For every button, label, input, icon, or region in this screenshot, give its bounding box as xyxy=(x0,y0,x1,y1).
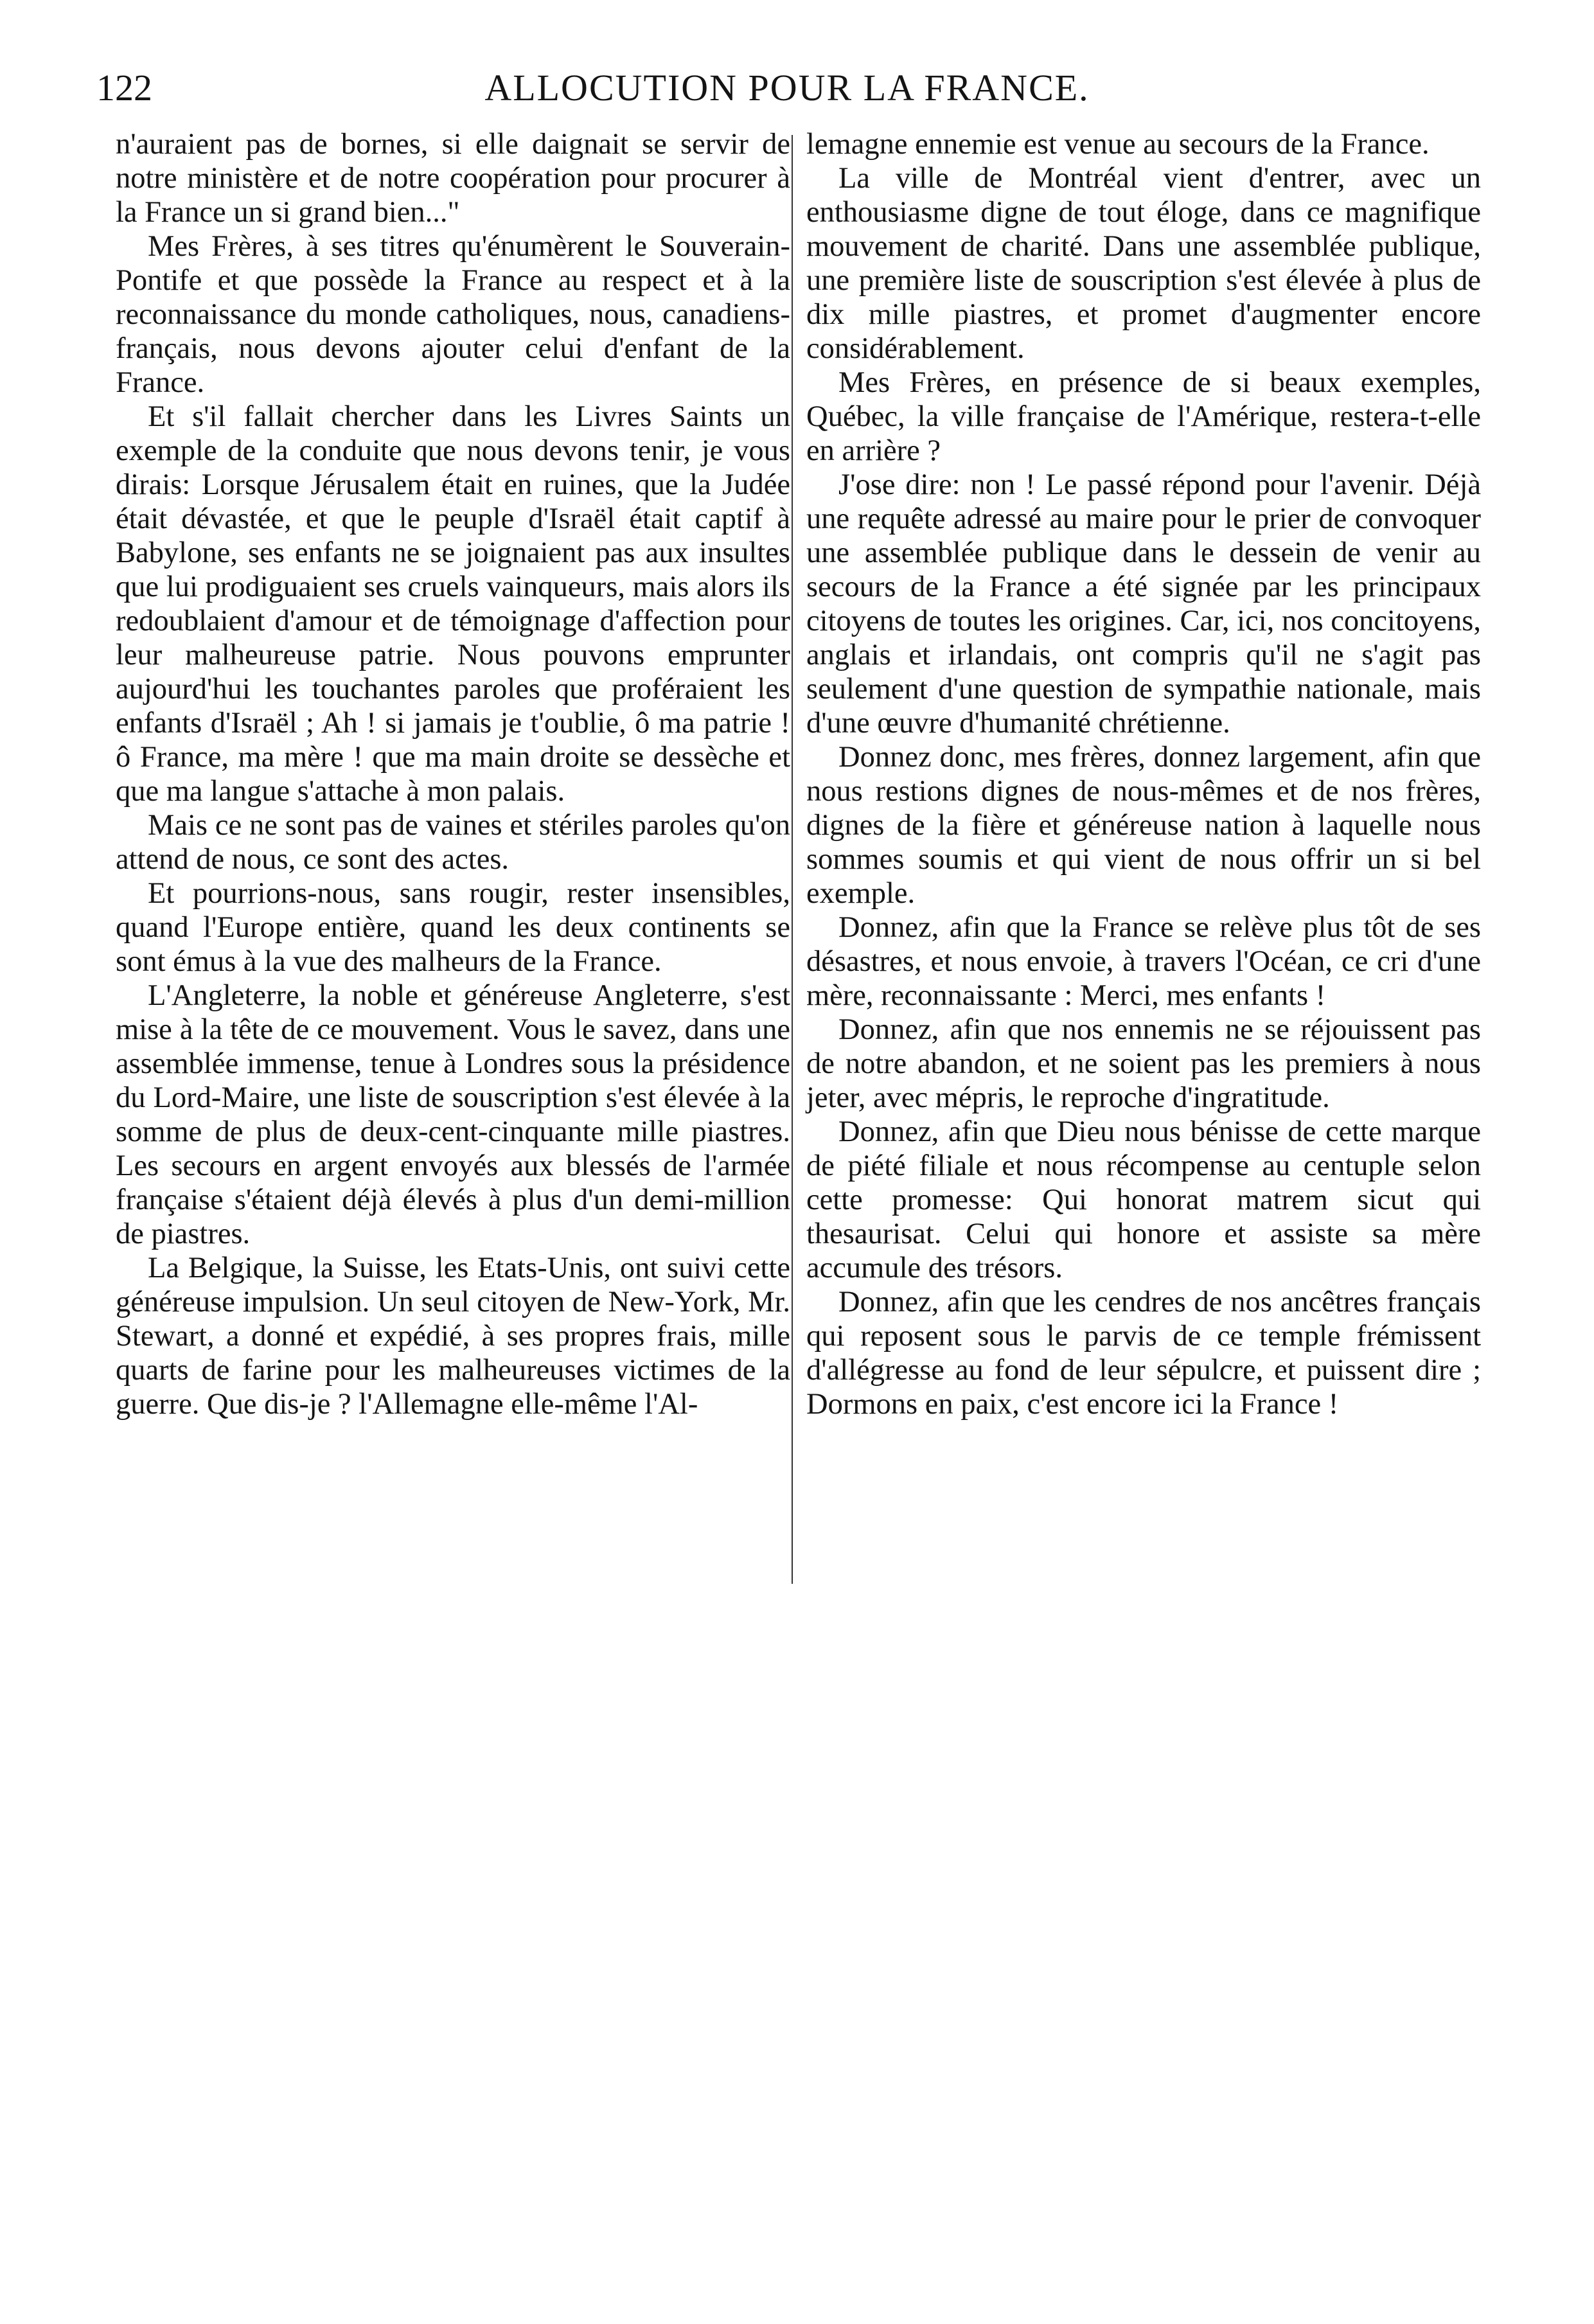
paragraph: Donnez, afin que nos ennemis ne se réjouissent pas de notre abandon, et ne soient pas les premiers à nous jeter, avec mépris, le reproche d'ingratitude. xyxy=(806,1013,1481,1114)
paragraph: J'ose dire: non ! Le passé répond pour l'avenir. Déjà une requête adressé au maire pour le prier de convoquer une assemblée publique dans le dessein de venir au secours de la France a été signée par les principaux citoyens de toutes les origines. Car, ici, nos concitoyens, anglais et irlandais, ont compris qu'il ne s'agit pas seulement d'une question de sympathie nationale, mais d'une œuvre d'humanité chrétienne. xyxy=(806,468,1481,740)
page-header xyxy=(96,59,1478,117)
paragraph: Donnez, afin que la France se relève plus tôt de ses désastres, et nous envoie, à travers l'Océan, ce cri d'une mère, reconnaissante : Merci, mes enfants ! xyxy=(806,911,1481,1012)
paragraph: Et pourrions-nous, sans rougir, rester insensibles, quand l'Europe entière, quand les deux continents se sont émus à la vue des malheurs de la France. xyxy=(116,877,790,978)
paragraph: Mes Frères, à ses titres qu'énumèrent le Souverain-Pontife et que possède la France au respect et à la reconnaissance du monde catholiques, nous, canadiens-français, nous devons ajouter celui d'enfant de la France. xyxy=(116,230,790,399)
column-divider xyxy=(792,135,793,1584)
paragraph: Donnez, afin que Dieu nous bénisse de cette marque de piété filiale et nous récompense au centuple selon cette promesse: Qui honorat matrem sicut qui thesaurisat. Celui qui honore et assiste sa mère accumule des trésors. xyxy=(806,1115,1481,1284)
right-column xyxy=(806,127,1481,1421)
paragraph: Et s'il fallait chercher dans les Livres Saints un exemple de la conduite que nous devons tenir, je vous dirais: Lorsque Jérusalem était en ruines, que la Judée était dévastée, et que le peuple d'Israël était captif à Babylone, ses enfants ne se joignaient pas aux insultes que lui prodiguaient ses cruels vainqueurs, mais alors ils redoublaient d'amour et de témoignage d'affection pour leur malheureuse patrie. Nous pouvons emprunter aujourd'hui les touchantes paroles que proféraient les enfants d'Israël ; Ah ! si jamais je t'oublie, ô ma patrie ! ô France, ma mère ! que ma main droite se dessèche et que ma langue s'attache à mon palais. xyxy=(116,400,790,808)
paragraph: Donnez, afin que les cendres de nos ancêtres français qui reposent sous le parvis de ce temple frémissent d'allégresse au fond de leur sépulcre, et puissent dire ; Dormons en paix, c'est encore ici la France ! xyxy=(806,1286,1481,1421)
page-number: 122 xyxy=(96,67,152,109)
paragraph: Mais ce ne sont pas de vaines et stériles paroles qu'on attend de nous, ce sont des actes. xyxy=(116,809,790,876)
paragraph: La Belgique, la Suisse, les Etats-Unis, ont suivi cette généreuse impulsion. Un seul citoyen de New-York, Mr. Stewart, a donné et expédié, à ses propres frais, mille quarts de farine pour les malheureuses victimes de la guerre. Que dis-je ? l'Allemagne elle-même l'Al- xyxy=(116,1252,790,1421)
paragraph: Donnez donc, mes frères, donnez largement, afin que nous restions dignes de nous-mêmes et de nos frères, dignes de la fière et généreuse nation à laquelle nous sommes soumis et qui vient de nous offrir un si bel exemple. xyxy=(806,741,1481,910)
running-head: ALLOCUTION POUR LA FRANCE. xyxy=(484,67,1090,109)
left-column xyxy=(116,127,790,1421)
paragraph: lemagne ennemie est venue au secours de la France. xyxy=(806,128,1430,161)
paragraph: La ville de Montréal vient d'entrer, avec un enthousiasme digne de tout éloge, dans ce magnifique mouvement de charité. Dans une assemblée publique, une première liste de souscription s'est élevée à plus de dix mille piastres, et promet d'augmenter encore considérablement. xyxy=(806,162,1481,365)
paragraph: n'auraient pas de bornes, si elle daignait se servir de notre ministère et de notre coopération pour procurer à la France un si grand bien..." xyxy=(116,128,790,229)
paragraph: Mes Frères, en présence de si beaux exemples, Québec, la ville française de l'Amérique, restera-t-elle en arrière ? xyxy=(806,366,1481,467)
paragraph: L'Angleterre, la noble et généreuse Angleterre, s'est mise à la tête de ce mouvement. Vous le savez, dans une assemblée immense, tenue à Londres sous la présidence du Lord-Maire, une liste de souscription s'est élevée à la somme de plus de deux-cent-cinquante mille piastres. Les secours en argent envoyés aux blessés de l'armée française s'étaient déjà élevés à plus d'un demi-million de piastres. xyxy=(116,979,790,1250)
